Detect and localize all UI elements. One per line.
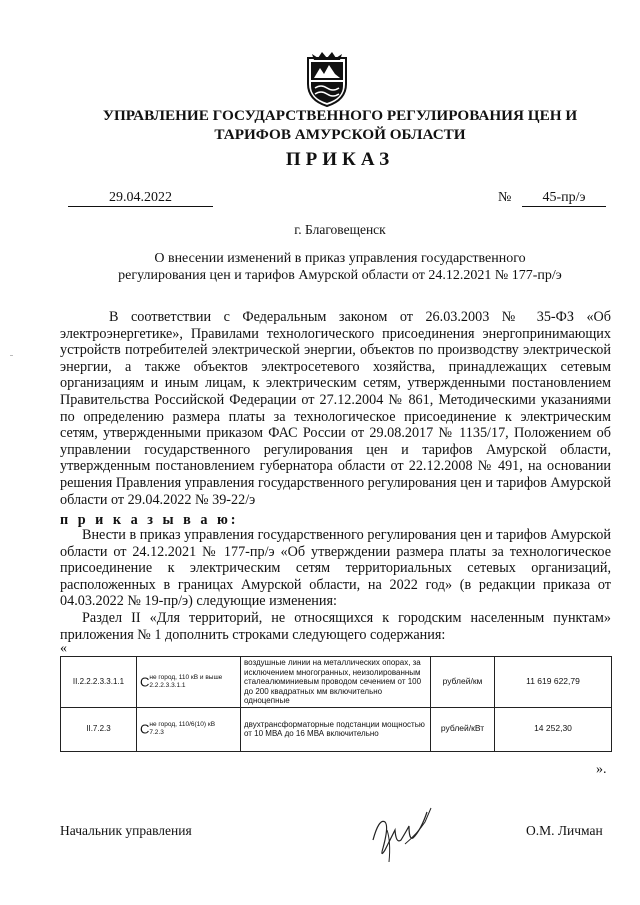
- row-code: II.2.2.2.3.3.1.1: [61, 657, 137, 708]
- symbol-letter: C: [140, 674, 150, 689]
- order-number: 45-пр/э: [522, 189, 606, 207]
- order-date: 29.04.2022: [68, 189, 213, 207]
- city: г. Благовещенск: [294, 222, 386, 237]
- scan-margin-mark: [10, 355, 13, 356]
- row-code: II.7.2.3: [61, 707, 137, 751]
- rates-table: [60, 656, 612, 752]
- quote-open: «: [60, 641, 67, 656]
- handwritten-signature-icon: [365, 800, 445, 870]
- symbol-superscript: не город, 110/6(10) кВ: [149, 721, 216, 728]
- order-subject: [60, 250, 620, 284]
- coat-of-arms-icon: [302, 50, 352, 108]
- row-value: 11 619 622,79: [495, 657, 612, 708]
- table-row: [61, 707, 612, 751]
- symbol-subscript: 7.2.3: [149, 729, 164, 736]
- symbol-subscript: 2.2.2.3.3.1.1: [149, 681, 186, 689]
- document-type-title: ПРИКАЗ: [285, 149, 395, 170]
- rate-symbol: [137, 707, 241, 751]
- rate-symbol: [137, 657, 241, 708]
- signer-name: О.М. Личман: [526, 823, 603, 838]
- table-row: [61, 657, 612, 708]
- order-directive-word: п р и к а з ы в а ю:: [60, 512, 239, 528]
- symbol-superscript: не город, 110 кВ и выше: [149, 673, 223, 681]
- subject-line1: О внесении изменений в приказ управления государственного: [154, 251, 526, 266]
- row-description: воздушные линии на металлических опорах, за исключением многогранных, неизолированным сталеалюминиевым проводом сечением от 100 до 200 квадратных мм включительно одноцепные: [241, 657, 431, 708]
- signer-position: Начальник управления: [60, 823, 192, 838]
- row-value: 14 252,30: [495, 707, 612, 751]
- agency-name-line2: ТАРИФОВ АМУРСКОЙ ОБЛАСТИ: [214, 126, 466, 143]
- row-unit: рублей/кВт: [431, 707, 495, 751]
- preamble-paragraph: В соответствии с Федеральным законом от 26.03.2003 № 35-ФЗ «Об электроэнергетике», Правилами технологического присоединения энергопринимающих устройств потребителей электрической энергии, объектов по производству электрической энергии, а также объектов электросетевого хозяйства, принадлежащих сетевым организациям и иным лицам, к электрическим сетям, утвержденными постановлением Правительства Российской Федерации от 27.12.2004 № 861, Методическими указаниями по определению размера платы за технологическое присоединение к электрическим сетям, утвержденными приказом ФАС России от 29.08.2017 № 1135/17, Положением об управлении государственного регулирования цен и тарифов Амурской области, утвержденным постановлением губернатора области от 22.12.2008 № 491, на основании решения Правления управления государственного регулирования цен и тарифов Амурской области от 29.04.2022 № 39-22/э: [60, 309, 611, 508]
- agency-name-line1: УПРАВЛЕНИЕ ГОСУДАРСТВЕННОГО РЕГУЛИРОВАНИЯ ЦЕН И: [102, 107, 578, 124]
- symbol-letter: C: [140, 721, 150, 737]
- row-unit: рублей/км: [431, 657, 495, 708]
- section-paragraph: Раздел II «Для территорий, не относящихся к городским населенным пунктам» приложения № 1 дополнить строками следующего содержания:: [60, 610, 611, 643]
- subject-line2: регулирования цен и тарифов Амурской области от 24.12.2021 № 177-пр/э: [118, 268, 562, 283]
- quote-close: ».: [596, 762, 607, 777]
- amendment-paragraph: Внести в приказ управления государственного регулирования цен и тарифов Амурской области от 24.12.2021 № 177-пр/э «Об утверждении размера платы за технологическое присоединение к электрическим сетям территориальных сетевых организаций, расположенных в границах Амурской области, на 2022 год» (в редакции приказа от 04.03.2022 № 19-пр/э) следующие изменения:: [60, 527, 611, 610]
- row-description: двухтрансформаторные подстанции мощностью от 10 МВА до 16 МВА включительно: [241, 707, 431, 751]
- number-sign: №: [498, 190, 512, 205]
